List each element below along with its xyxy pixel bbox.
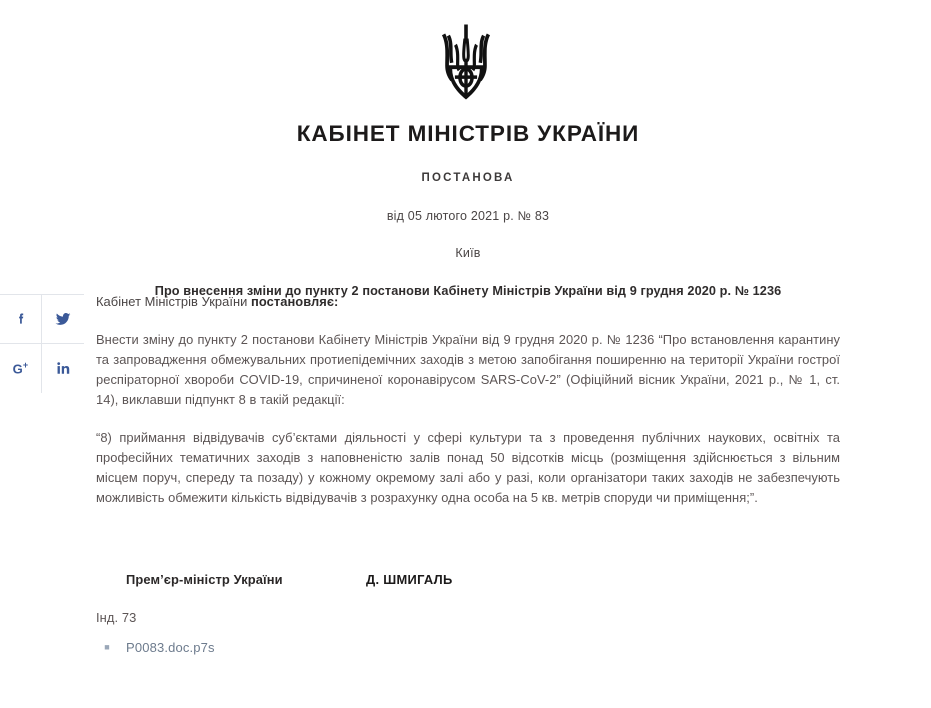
- page-title: КАБІНЕТ МІНІСТРІВ УКРАЇНИ: [296, 121, 640, 146]
- facebook-icon: [13, 311, 29, 327]
- share-linkedin-button[interactable]: [42, 344, 84, 393]
- coat-of-arms: [0, 24, 931, 100]
- linkedin-icon: [55, 360, 72, 377]
- body-paragraph-1: Внести зміну до пункту 2 постанови Кабінету Міністрів України від 9 грудня 2020 р. № 1236 “Про встановлення карантину та запровадження обмежувальних протиепідемічних заходів з метою запобігання поширенню на території України гострої респіраторної хвороби COVID-19, спричиненої коронавірусом SARS-CoV-2” (Офіційний вісник України, 2021 р., № 1, ст. 14), виклавши підпункт 8 в такій редакції:: [96, 332, 840, 407]
- document-body: [96, 292, 840, 508]
- preamble-emphasis: постановляє:: [251, 294, 339, 309]
- social-share-rail: [0, 294, 84, 392]
- google-plus-icon: G+: [12, 360, 29, 377]
- document-index: Інд. 73: [96, 610, 137, 625]
- body-paragraph-2: “8) приймання відвідувачів суб’єктами діяльності у сфері культури та з проведення публічних наукових, освітніх та професійних тематичних заходів з наповненістю залів понад 50 відсотків місць (розміщення здійснюється з вільним місцем поруч, спереду та позаду) у кожному окремому залі або у разі, коли організатори таких заходів не забезпечують можливість обмежити кількість відвідувачів з розрахунку одна особа на 5 кв. метрів споруди чи приміщення;”.: [96, 430, 840, 505]
- share-twitter-button[interactable]: [42, 295, 84, 344]
- document-kind: ПОСТАНОВА: [421, 172, 515, 184]
- document-subject: Про внесення зміни до пункту 2 постанови Кабінету Міністрів України від 9 грудня 2020 р. № 1236: [154, 283, 782, 298]
- preamble-text: Кабінет Міністрів України: [96, 294, 252, 309]
- preamble-paragraph: [96, 292, 840, 312]
- document-city: Київ: [455, 245, 481, 260]
- document-header: [96, 120, 840, 300]
- twitter-icon: [54, 310, 72, 328]
- attachment-link[interactable]: P0083.doc.p7s: [126, 640, 215, 655]
- signatory-name: Д. ШМИГАЛЬ: [366, 572, 453, 587]
- attachments-list: [96, 640, 496, 655]
- list-item: [96, 640, 496, 655]
- signature-block: [96, 572, 840, 587]
- bullet-icon: ■: [104, 642, 110, 652]
- share-google-plus-button[interactable]: [0, 344, 42, 393]
- signatory-role: Прем’єр-міністр України: [126, 572, 283, 587]
- document-date-number: від 05 лютого 2021 р. № 83: [386, 208, 550, 223]
- share-facebook-button[interactable]: [0, 295, 42, 344]
- ukraine-trident-icon: [438, 24, 494, 100]
